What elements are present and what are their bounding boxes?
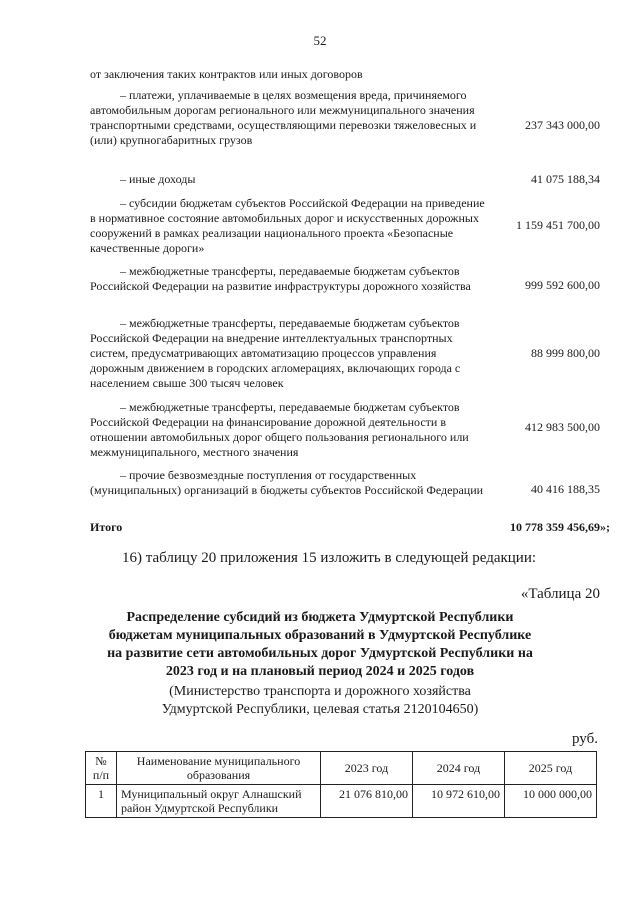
column-header-number: № п/п <box>86 752 117 785</box>
total-label: Итого <box>90 520 123 534</box>
column-header-2023: 2023 год <box>321 752 413 785</box>
table-label: «Таблица 20 <box>520 586 600 602</box>
income-item <box>90 468 600 498</box>
income-item-amount: 88 999 800,00 <box>531 346 600 360</box>
row-number: 1 <box>86 785 117 818</box>
column-header-name: Наименование муниципального образования <box>117 752 321 785</box>
income-item <box>90 264 600 294</box>
row-value-2025: 10 000 000,00 <box>505 785 597 818</box>
table-header-row <box>86 752 597 785</box>
income-item-amount: 41 075 188,34 <box>531 172 600 186</box>
table-heading: Распределение субсидий из бюджета Удмуртской Республики бюджетам муниципальных образований в Удмуртской Республике на развитие сети автомобильных дорог Удмуртской Республики на 2023 год и на плановый период 2024 и 2025 годов <box>107 610 533 679</box>
total-amount: 10 778 359 456,69»; <box>510 520 610 534</box>
row-value-2024: 10 972 610,00 <box>413 785 505 818</box>
income-item-amount: 412 983 500,00 <box>525 420 600 434</box>
income-item <box>90 172 600 187</box>
table-subheading: (Министерство транспорта и дорожного хозяйства Удмуртской Республики, целевая статья 2120104650) <box>161 684 479 717</box>
currency-label: руб. <box>572 731 598 747</box>
income-item <box>90 316 600 391</box>
column-header-2024: 2024 год <box>413 752 505 785</box>
income-item-description: – межбюджетные трансферты, передаваемые бюджетам субъектов Российской Федерации на финансирование дорожной деятельности в отношении автомобильных дорог общего пользования регионального или межмуниципального, местного значения <box>90 400 469 459</box>
subsidy-table <box>85 751 597 818</box>
row-municipality-name: Муниципальный округ Алнашский район Удмуртской Республики <box>117 785 321 818</box>
instruction-text: 16) таблицу 20 приложения 15 изложить в следующей редакции: <box>122 550 537 566</box>
income-item-description: – иные доходы <box>120 172 196 186</box>
income-item <box>90 88 600 148</box>
income-item-description: – прочие безвозмездные поступления от государственных (муниципальных) организаций в бюджеты субъектов Российской Федерации <box>90 468 484 497</box>
income-item-description: – межбюджетные трансферты, передаваемые бюджетам субъектов Российской Федерации на внедрение интеллектуальных транспортных систем, предусматривающих автоматизацию процессов управления дорожным движением в городских агломерациях, включающих города с населением свыше 300 тысяч человек <box>90 316 461 390</box>
income-item-amount: 999 592 600,00 <box>525 278 600 292</box>
total-row <box>90 520 610 535</box>
income-item-amount: 237 343 000,00 <box>525 118 600 132</box>
income-item-description: – платежи, уплачиваемые в целях возмещения вреда, причиняемого автомобильным дорогам регионального или межмуниципального значения транспортными средствами, осуществляющими перевозки тяжеловесных и (или) крупногабаритных грузов <box>90 88 477 147</box>
income-item-description: – субсидии бюджетам субъектов Российской Федерации на приведение в нормативное состояние автомобильных дорог и искусственных дорожных сооружений в рамках реализации национального проекта «Безопасные качественные дороги» <box>90 196 485 255</box>
row-value-2023: 21 076 810,00 <box>321 785 413 818</box>
page-number: 52 <box>313 33 327 48</box>
income-item <box>90 196 600 256</box>
income-item <box>90 400 600 460</box>
continuation-line: от заключения таких контрактов или иных договоров <box>90 67 363 81</box>
income-item-amount: 1 159 451 700,00 <box>516 218 600 232</box>
column-header-2025: 2025 год <box>505 752 597 785</box>
income-item-amount: 40 416 188,35 <box>531 482 600 496</box>
table-row <box>86 785 597 818</box>
income-item-description: – межбюджетные трансферты, передаваемые бюджетам субъектов Российской Федерации на развитие инфраструктуры дорожного хозяйства <box>90 264 471 293</box>
